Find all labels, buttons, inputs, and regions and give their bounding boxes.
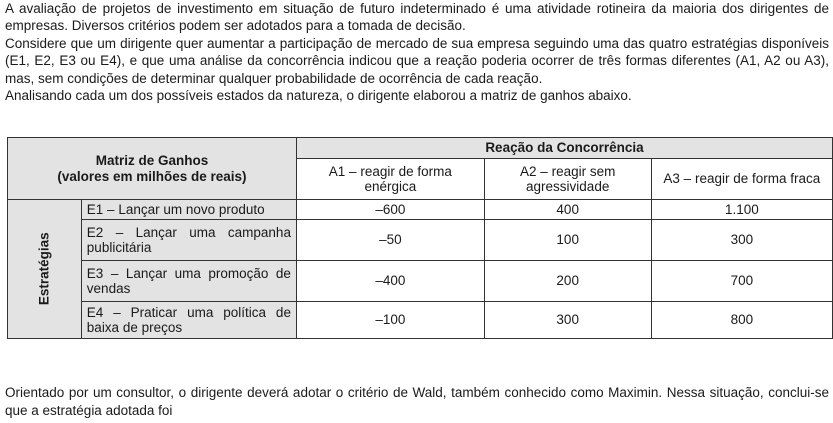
table-row-e2 — [8, 220, 833, 261]
question-stem — [5, 384, 829, 420]
reaction-group-header: Reação da Concorrência — [296, 138, 832, 159]
row-label-e4: E4 – Praticar uma política de baixa de preços — [81, 302, 296, 339]
matrix-title-cell — [8, 138, 297, 200]
cell-e4-a3: 800 — [651, 302, 832, 339]
row-label-e2: E2 – Lançar uma campanha publicitária — [81, 220, 296, 261]
payoff-matrix-table — [7, 137, 833, 339]
matrix-subtitle: (valores em milhões de reais) — [57, 168, 247, 184]
cell-e2-a2: 100 — [484, 220, 651, 261]
table-row-e1 — [8, 200, 833, 220]
cell-e1-a1: –600 — [296, 200, 484, 220]
cell-e1-a3: 1.100 — [651, 200, 832, 220]
cell-e3-a1: –400 — [296, 261, 484, 302]
intro-paragraph-2: Considere que um dirigente quer aumentar a participação de mercado de sua empresa seguindo uma das quatro estratégias disponíveis (E1, E2, E3 ou E4), e que uma análise da concorrência indicou que a reação poderia ocorrer de três formas diferentes (A1, A2 ou A3), mas, sem condições de determinar qualquer probabilidade de ocorrência de cada reação. — [5, 35, 829, 86]
strategies-side-label: Estratégias — [36, 232, 52, 306]
table-row-e4 — [8, 302, 833, 339]
cell-e4-a1: –100 — [296, 302, 484, 339]
matrix-title: Matriz de Ganhos — [95, 153, 209, 168]
cell-e3-a2: 200 — [484, 261, 651, 302]
row-label-e3: E3 – Lançar uma promoção de vendas — [81, 261, 296, 302]
column-header-a3: A3 – reagir de forma fraca — [651, 159, 832, 200]
cell-e3-a3: 700 — [651, 261, 832, 302]
intro-paragraph-1: A avaliação de projetos de investimento em situação de futuro indeterminado é uma atividade rotineira da maioria dos dirigentes de empresas. Diversos critérios podem ser adotados para a tomada de decisão. — [5, 1, 829, 34]
intro-paragraph-3: Analisando cada um dos possíveis estados da natureza, o dirigente elaborou a matriz de ganhos abaixo. — [5, 88, 632, 104]
question-intro — [5, 0, 829, 104]
row-label-e1: E1 – Lançar um novo produto — [81, 200, 296, 220]
outro-paragraph: Orientado por um consultor, o dirigente deverá adotar o critério de Wald, também conhecido como Maximin. Nessa situação, conclui-se que a estratégia adotada foi — [5, 385, 829, 419]
strategies-side-label-cell — [8, 200, 82, 339]
cell-e1-a2: 400 — [484, 200, 651, 220]
cell-e2-a3: 300 — [651, 220, 832, 261]
table-row-e3 — [8, 261, 833, 302]
cell-e4-a2: 300 — [484, 302, 651, 339]
column-header-a2: A2 – reagir sem agressividade — [484, 159, 651, 200]
column-header-a1: A1 – reagir de forma enérgica — [296, 159, 484, 200]
cell-e2-a1: –50 — [296, 220, 484, 261]
